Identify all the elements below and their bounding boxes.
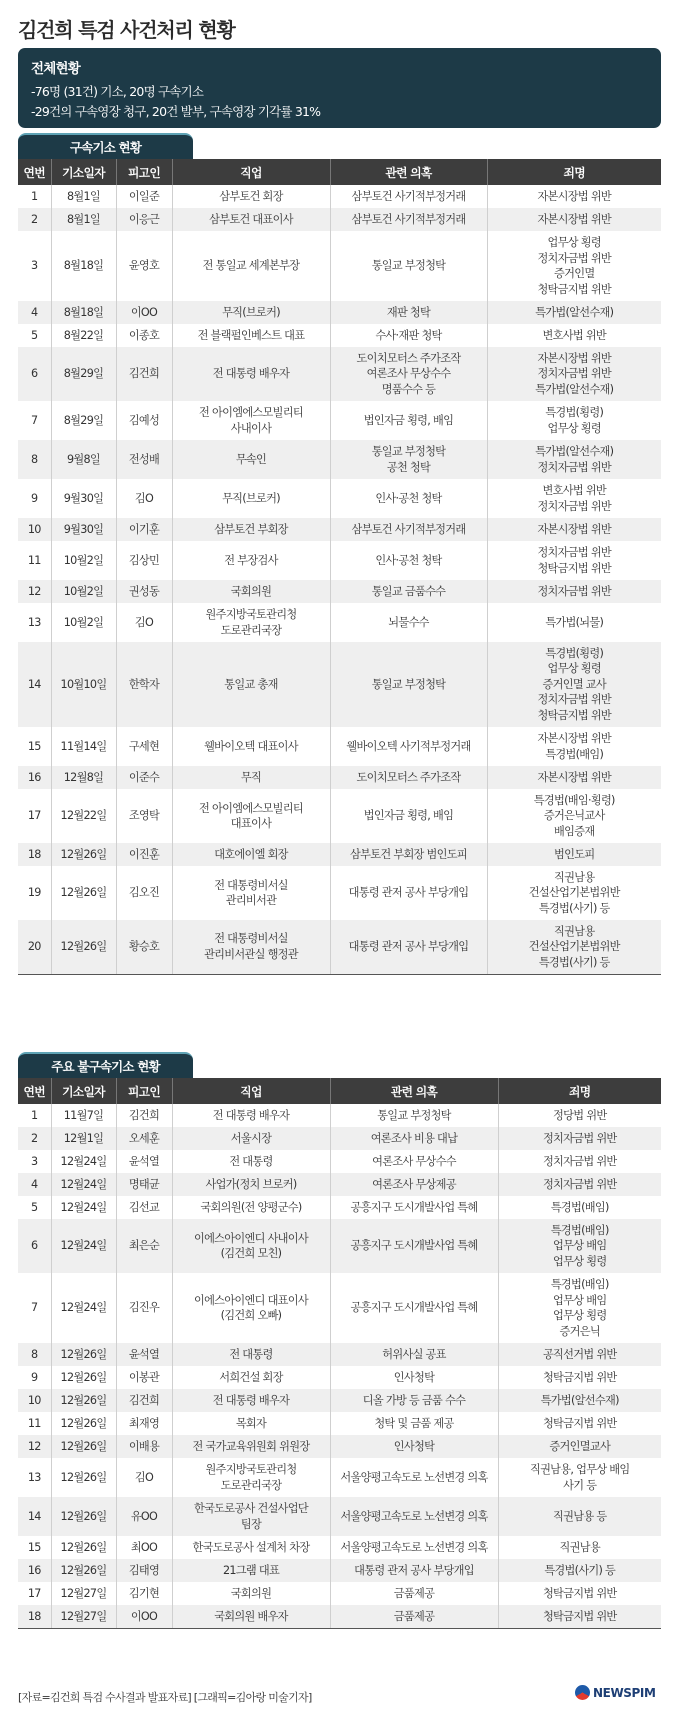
- table-row: [18, 1559, 661, 1582]
- table-row: [18, 580, 661, 603]
- cell-allegation: 뇌물수수: [330, 603, 487, 642]
- cell-defendant: 최재영: [116, 1412, 172, 1435]
- summary-line-indictments: -76명 (31건) 기소, 20명 구속기소: [31, 84, 204, 99]
- cell-charges: 정치자금법 위반: [498, 1173, 661, 1196]
- cell-charges: 직권남용 건설산업기본법위반 특경법(사기) 등: [487, 920, 661, 974]
- cell-occupation: 국회의원(전 양평군수): [172, 1196, 330, 1219]
- cell-occupation: 원주지방국토관리청 도로관리국장: [172, 1458, 330, 1497]
- column-header-allegation: 관련 의혹: [330, 159, 487, 185]
- table-row: [18, 401, 661, 440]
- table-row: [18, 1219, 661, 1273]
- cell-seq: 17: [18, 789, 51, 843]
- summary-box: [18, 48, 661, 128]
- cell-defendant: 윤석열: [116, 1150, 172, 1173]
- cell-defendant: 이종호: [116, 324, 172, 347]
- cell-occupation: 무직(브로커): [172, 301, 330, 324]
- cell-allegation: 삼부토건 사기적부정거래: [330, 518, 487, 541]
- cell-charges: 청탁금지법 위반: [498, 1605, 661, 1628]
- cell-seq: 18: [18, 843, 51, 866]
- cell-charges: 특경법(횡령) 업무상 횡령: [545, 406, 604, 435]
- cell-indictment-date: 12월26일: [51, 1389, 116, 1412]
- cell-allegation: 서울양평고속도로 노선변경 의혹: [330, 1458, 498, 1497]
- table-row: [18, 541, 661, 580]
- cell-charges: 특가법(알선수재) 정치자금법 위반: [487, 440, 661, 479]
- cell-defendant: 황승호: [116, 920, 172, 974]
- cell-defendant: 김기현: [116, 1582, 172, 1605]
- table-row: [18, 440, 661, 479]
- cell-indictment-date: 9월8일: [51, 440, 116, 479]
- table-row: [18, 920, 661, 974]
- cell-defendant: 이준수: [116, 766, 172, 789]
- cell-defendant: 김예성: [116, 401, 172, 440]
- cell-allegation: 대통령 관저 공사 부당개입: [330, 1559, 498, 1582]
- cell-seq: 16: [18, 1559, 51, 1582]
- cell-allegation: 삼부토건 사기적부정거래: [330, 185, 487, 208]
- cell-charges: 직권남용 등: [498, 1497, 661, 1536]
- cell-indictment-date: 12월27일: [51, 1582, 116, 1605]
- cell-allegation: 인사청탁: [330, 1435, 498, 1458]
- cell-indictment-date: 12월26일: [51, 1559, 116, 1582]
- cell-allegation: 통일교 부정청탁: [330, 231, 487, 301]
- cell-charges: 청탁금지법 위반: [542, 1586, 617, 1600]
- cell-seq: 4: [18, 1173, 51, 1196]
- cell-allegation: 서울양평고속도로 노선변경 의혹: [330, 1497, 498, 1536]
- column-header-charges: 죄명: [487, 159, 661, 185]
- cell-allegation: 법인자금 횡령, 배임: [330, 401, 487, 440]
- cell-occupation: 서울시장: [172, 1127, 330, 1150]
- cell-indictment-date: 12월26일: [51, 1497, 116, 1536]
- cell-defendant: 이OO: [116, 1605, 172, 1628]
- cell-occupation: 목회자: [172, 1412, 330, 1435]
- cell-charges: 정치자금법 위반: [498, 1127, 661, 1150]
- cell-seq: 11: [18, 541, 51, 580]
- table-row: [18, 301, 661, 324]
- cell-allegation: 삼부토건 사기적부정거래: [330, 208, 487, 231]
- table-header-row: [18, 159, 661, 185]
- cell-allegation: 공흥지구 도시개발사업 특혜: [330, 1196, 498, 1219]
- cell-indictment-date: 8월29일: [51, 401, 116, 440]
- cell-occupation: 원주지방국토관리청 도로관리국장: [172, 603, 330, 642]
- table-row: [18, 324, 661, 347]
- column-header-charges: 죄명: [498, 1078, 661, 1104]
- cell-allegation: 디올 가방 등 금품 수수: [330, 1389, 498, 1412]
- cell-seq: 13: [18, 603, 51, 642]
- cell-indictment-date: 12월26일: [51, 843, 116, 866]
- cell-seq: 8: [18, 440, 51, 479]
- cell-defendant: 김태영: [116, 1559, 172, 1582]
- detained-indictment-table: [18, 159, 661, 975]
- cell-occupation: 한국도로공사 설계처 차장: [172, 1536, 330, 1559]
- cell-defendant: 전성배: [116, 440, 172, 479]
- cell-defendant: 최OO: [116, 1536, 172, 1559]
- cell-charges: 정치자금법 위반 청탁금지법 위반: [537, 546, 612, 575]
- cell-seq: 10: [18, 1389, 51, 1412]
- cell-occupation: 21그램 대표: [172, 1559, 330, 1582]
- cell-occupation: 전 대통령비서실 관리비서관: [172, 866, 330, 920]
- cell-indictment-date: 10월2일: [51, 580, 116, 603]
- cell-indictment-date: 8월18일: [51, 231, 116, 301]
- cell-defendant: 김O: [116, 1458, 172, 1497]
- cell-occupation: 사업가(정치 브로커): [172, 1173, 330, 1196]
- table-row: [18, 603, 661, 642]
- cell-charges: 증거인멸교사: [498, 1435, 661, 1458]
- cell-defendant: 이봉관: [116, 1366, 172, 1389]
- cell-indictment-date: 8월29일: [51, 347, 116, 401]
- cell-defendant: 이응근: [116, 208, 172, 231]
- cell-seq: 6: [18, 1219, 51, 1273]
- cell-occupation: 전 부장검사: [172, 541, 330, 580]
- cell-seq: 12: [18, 1435, 51, 1458]
- table-row: [18, 1127, 661, 1150]
- table-row: [18, 1605, 661, 1628]
- cell-allegation: 통일교 금품수수: [330, 580, 487, 603]
- cell-occupation: 국회의원 배우자: [172, 1605, 330, 1628]
- cell-indictment-date: 12월26일: [51, 1536, 116, 1559]
- non-detained-indictment-table: [18, 1078, 661, 1629]
- cell-occupation: 이에스아이엔디 대표이사 (김건희 오빠): [172, 1273, 330, 1343]
- cell-indictment-date: 9월30일: [51, 518, 116, 541]
- cell-indictment-date: 10월2일: [51, 603, 116, 642]
- cell-charges: 직권남용 건설산업기본법위반 특경법(사기) 등: [528, 870, 620, 915]
- table-row: [18, 231, 661, 301]
- table-row: [18, 1497, 661, 1536]
- cell-charges: 특경법(사기) 등: [498, 1559, 661, 1582]
- cell-defendant: 김건희: [116, 1389, 172, 1412]
- cell-occupation: 전 대통령 배우자: [172, 347, 330, 401]
- cell-allegation: 인사청탁: [330, 1366, 498, 1389]
- cell-seq: 5: [18, 324, 51, 347]
- column-header-indictment-date: 기소일자: [51, 159, 116, 185]
- cell-defendant: 이기훈: [116, 518, 172, 541]
- cell-allegation: 서울양평고속도로 노선변경 의혹: [330, 1536, 498, 1559]
- summary-heading: 전체현황: [31, 61, 80, 77]
- cell-charges: 특가법(알선수재): [498, 1389, 661, 1412]
- cell-defendant: 명태균: [116, 1173, 172, 1196]
- cell-charges: 자본시장법 위반: [537, 189, 612, 203]
- cell-seq: 13: [18, 1458, 51, 1497]
- table-row: [18, 1150, 661, 1173]
- cell-indictment-date: 12월24일: [51, 1273, 116, 1343]
- cell-indictment-date: 8월22일: [51, 324, 116, 347]
- cell-defendant: 구세현: [116, 727, 172, 766]
- cell-charges: 자본시장법 위반 정치자금법 위반 특가법(알선수재): [487, 347, 661, 401]
- cell-indictment-date: 12월26일: [51, 1412, 116, 1435]
- cell-occupation: 한국도로공사 건설사업단 팀장: [172, 1497, 330, 1536]
- cell-seq: 17: [18, 1582, 51, 1605]
- cell-indictment-date: 11월14일: [51, 727, 116, 766]
- cell-seq: 1: [18, 185, 51, 208]
- cell-occupation: 웰바이오텍 대표이사: [172, 727, 330, 766]
- cell-occupation: 무직: [172, 766, 330, 789]
- cell-defendant: 윤영호: [116, 231, 172, 301]
- cell-occupation: 전 대통령: [172, 1343, 330, 1366]
- source-credit: [자료=김건희 특검 수사결과 발표자료] [그래픽=김아랑 미술기자]: [18, 1691, 312, 1704]
- cell-allegation: 대통령 관저 공사 부당개입: [330, 920, 487, 974]
- cell-charges: 특가법(뇌물): [545, 615, 604, 629]
- cell-allegation: 통일교 부정청탁 공천 청탁: [330, 440, 487, 479]
- cell-allegation: 재판 청탁: [330, 301, 487, 324]
- cell-charges: 직권남용, 업무상 배임 사기 등: [529, 1463, 630, 1492]
- cell-occupation: 전 대통령비서실 관리비서관실 행정관: [172, 920, 330, 974]
- table-row: [18, 642, 661, 727]
- table-row: [18, 1536, 661, 1559]
- cell-occupation: 전 대통령 배우자: [172, 1389, 330, 1412]
- cell-occupation: 삼부토건 대표이사: [172, 208, 330, 231]
- table-row: [18, 1582, 661, 1605]
- table-row: [18, 1389, 661, 1412]
- cell-defendant: 이배용: [116, 1435, 172, 1458]
- cell-allegation: 통일교 부정청탁: [330, 642, 487, 727]
- cell-seq: 16: [18, 766, 51, 789]
- cell-charges: 자본시장법 위반: [487, 208, 661, 231]
- cell-charges: 특가법(알선수재): [487, 301, 661, 324]
- cell-seq: 8: [18, 1343, 51, 1366]
- table-row: [18, 1343, 661, 1366]
- cell-seq: 7: [18, 1273, 51, 1343]
- cell-occupation: 대호에이엘 회장: [172, 843, 330, 866]
- table-row: [18, 789, 661, 843]
- cell-seq: 10: [18, 518, 51, 541]
- cell-allegation: 대통령 관저 공사 부당개입: [330, 866, 487, 920]
- table-row: [18, 518, 661, 541]
- cell-occupation: 무속인: [172, 440, 330, 479]
- cell-seq: 15: [18, 727, 51, 766]
- cell-indictment-date: 11월7일: [51, 1104, 116, 1127]
- cell-charges: 자본시장법 위반: [487, 518, 661, 541]
- cell-indictment-date: 12월24일: [51, 1219, 116, 1273]
- cell-occupation: 전 블랙펄인베스트 대표: [172, 324, 330, 347]
- cell-charges: 직권남용: [559, 1540, 600, 1554]
- cell-defendant: 김오진: [116, 866, 172, 920]
- cell-defendant: 유OO: [116, 1497, 172, 1536]
- cell-charges: 변호사법 위반 정치자금법 위반: [537, 484, 612, 513]
- table-row: [18, 766, 661, 789]
- cell-seq: 1: [18, 1104, 51, 1127]
- column-header-indictment-date: 기소일자: [51, 1078, 116, 1104]
- table-row: [18, 727, 661, 766]
- cell-indictment-date: 10월2일: [51, 541, 116, 580]
- cell-charges: 변호사법 위반: [542, 328, 606, 342]
- cell-allegation: 금품제공: [330, 1605, 498, 1628]
- cell-charges: 범인도피: [487, 843, 661, 866]
- table-row: [18, 1173, 661, 1196]
- summary-line-warrants: -29건의 구속영장 청구, 20건 발부, 구속영장 기각률 31%: [31, 104, 321, 119]
- cell-charges: 업무상 횡령 정치자금법 위반 증거인멸 청탁금지법 위반: [537, 236, 612, 296]
- cell-charges: 특경법(배임) 업무상 배임 업무상 횡령 증거은닉: [550, 1278, 609, 1338]
- cell-indictment-date: 9월30일: [51, 479, 116, 518]
- page-title: 김건희 특검 사건처리 현황: [18, 18, 235, 42]
- cell-indictment-date: 12월24일: [51, 1150, 116, 1173]
- cell-allegation: 도이치모터스 주가조작 여론조사 무상수수 명품수수 등: [330, 347, 487, 401]
- cell-defendant: 최은순: [116, 1219, 172, 1273]
- cell-defendant: 김상민: [116, 541, 172, 580]
- cell-allegation: 여론조사 무상수수: [330, 1150, 498, 1173]
- table-header-row: [18, 1078, 661, 1104]
- cell-indictment-date: 8월18일: [51, 301, 116, 324]
- cell-charges: 청탁금지법 위반: [542, 1416, 617, 1430]
- cell-seq: 18: [18, 1605, 51, 1628]
- cell-seq: 7: [18, 401, 51, 440]
- cell-charges: 자본시장법 위반: [487, 766, 661, 789]
- cell-defendant: 오세훈: [116, 1127, 172, 1150]
- cell-indictment-date: 8월1일: [51, 185, 116, 208]
- cell-allegation: 인사·공천 청탁: [330, 479, 487, 518]
- cell-seq: 9: [18, 1366, 51, 1389]
- cell-seq: 12: [18, 580, 51, 603]
- newspim-logo: [575, 1685, 656, 1700]
- cell-seq: 6: [18, 347, 51, 401]
- cell-allegation: 도이치모터스 주가조작: [330, 766, 487, 789]
- newspim-logo-text: NEWSPIM: [593, 1685, 656, 1700]
- cell-indictment-date: 8월1일: [51, 208, 116, 231]
- section-tab-detained: 구속기소 현황: [18, 133, 193, 159]
- cell-seq: 4: [18, 301, 51, 324]
- cell-allegation: 공흥지구 도시개발사업 특혜: [330, 1273, 498, 1343]
- cell-seq: 14: [18, 1497, 51, 1536]
- cell-indictment-date: 12월26일: [51, 1435, 116, 1458]
- cell-occupation: 전 국가교육위원회 위원장: [172, 1435, 330, 1458]
- cell-seq: 15: [18, 1536, 51, 1559]
- column-header-seq: 연번: [18, 1078, 51, 1104]
- cell-defendant: 김건희: [116, 347, 172, 401]
- cell-defendant: 김O: [116, 603, 172, 642]
- cell-indictment-date: 12월26일: [51, 1366, 116, 1389]
- cell-defendant: 이OO: [116, 301, 172, 324]
- cell-indictment-date: 12월26일: [51, 1458, 116, 1497]
- table-row: [18, 1412, 661, 1435]
- cell-defendant: 이일준: [116, 185, 172, 208]
- cell-indictment-date: 12월24일: [51, 1196, 116, 1219]
- section-tab-non-detained: 주요 불구속기소 현황: [18, 1052, 193, 1078]
- table-row: [18, 208, 661, 231]
- cell-indictment-date: 12월26일: [51, 1343, 116, 1366]
- cell-indictment-date: 12월8일: [51, 766, 116, 789]
- cell-allegation: 법인자금 횡령, 배임: [330, 789, 487, 843]
- cell-defendant: 이진훈: [116, 843, 172, 866]
- cell-seq: 20: [18, 920, 51, 974]
- cell-seq: 5: [18, 1196, 51, 1219]
- cell-charges: 공직선거법 위반: [498, 1343, 661, 1366]
- cell-indictment-date: 12월22일: [51, 789, 116, 843]
- cell-charges: 특경법(배임·횡령) 증거은닉교사 배임증재: [533, 793, 615, 838]
- cell-charges: 특경법(배임) 업무상 배임 업무상 횡령: [498, 1219, 661, 1273]
- cell-seq: 2: [18, 208, 51, 231]
- table-row: [18, 1196, 661, 1219]
- table-row: [18, 1435, 661, 1458]
- cell-occupation: 통일교 총재: [172, 642, 330, 727]
- cell-allegation: 통일교 부정청탁: [330, 1104, 498, 1127]
- cell-seq: 3: [18, 1150, 51, 1173]
- cell-indictment-date: 12월26일: [51, 920, 116, 974]
- cell-occupation: 전 통일교 세계본부장: [172, 231, 330, 301]
- cell-allegation: 삼부토건 부회장 범인도피: [330, 843, 487, 866]
- cell-allegation: 여론조사 비용 대납: [330, 1127, 498, 1150]
- column-header-occupation: 직업: [172, 1078, 330, 1104]
- cell-seq: 3: [18, 231, 51, 301]
- cell-occupation: 삼부토건 부회장: [172, 518, 330, 541]
- cell-indictment-date: 12월26일: [51, 866, 116, 920]
- cell-occupation: 국회의원: [172, 580, 330, 603]
- cell-seq: 11: [18, 1412, 51, 1435]
- table-row: [18, 1104, 661, 1127]
- cell-allegation: 금품제공: [330, 1582, 498, 1605]
- cell-allegation: 허위사실 공표: [330, 1343, 498, 1366]
- cell-occupation: 이에스아이엔디 사내이사 (김건희 모친): [172, 1219, 330, 1273]
- cell-allegation: 수사·재판 청탁: [330, 324, 487, 347]
- cell-charges: 특경법(횡령) 업무상 횡령 증거인멸 교사 정치자금법 위반 청탁금지법 위반: [487, 642, 661, 727]
- cell-seq: 9: [18, 479, 51, 518]
- newspim-logo-icon: [575, 1685, 590, 1700]
- cell-allegation: 인사·공천 청탁: [330, 541, 487, 580]
- cell-occupation: 서희건설 회장: [172, 1366, 330, 1389]
- table-row: [18, 479, 661, 518]
- table-row: [18, 185, 661, 208]
- column-header-occupation: 직업: [172, 159, 330, 185]
- cell-seq: 14: [18, 642, 51, 727]
- cell-indictment-date: 12월27일: [51, 1605, 116, 1628]
- table-row: [18, 1273, 661, 1343]
- cell-occupation: 전 대통령: [172, 1150, 330, 1173]
- column-header-defendant: 피고인: [116, 1078, 172, 1104]
- cell-charges: 정치자금법 위반: [542, 1154, 617, 1168]
- cell-defendant: 조영탁: [116, 789, 172, 843]
- cell-charges: 자본시장법 위반 특경법(배임): [537, 732, 612, 761]
- cell-charges: 특경법(배임): [550, 1200, 609, 1214]
- cell-defendant: 권성동: [116, 580, 172, 603]
- cell-allegation: 청탁 및 금품 제공: [330, 1412, 498, 1435]
- column-header-seq: 연번: [18, 159, 51, 185]
- cell-occupation: 전 아이엠에스모빌리티 대표이사: [172, 789, 330, 843]
- cell-occupation: 국회의원: [172, 1582, 330, 1605]
- cell-occupation: 전 아이엠에스모빌리티 사내이사: [172, 401, 330, 440]
- cell-defendant: 김진우: [116, 1273, 172, 1343]
- cell-indictment-date: 12월24일: [51, 1173, 116, 1196]
- cell-occupation: 무직(브로커): [172, 479, 330, 518]
- cell-defendant: 윤석열: [116, 1343, 172, 1366]
- cell-charges: 정당법 위반: [553, 1108, 607, 1122]
- cell-defendant: 김건희: [116, 1104, 172, 1127]
- table-row: [18, 1458, 661, 1497]
- column-header-defendant: 피고인: [116, 159, 172, 185]
- cell-charges: 정치자금법 위반: [487, 580, 661, 603]
- cell-defendant: 김O: [116, 479, 172, 518]
- table-row: [18, 347, 661, 401]
- cell-defendant: 한학자: [116, 642, 172, 727]
- cell-allegation: 여론조사 무상제공: [330, 1173, 498, 1196]
- cell-seq: 2: [18, 1127, 51, 1150]
- cell-seq: 19: [18, 866, 51, 920]
- cell-charges: 청탁금지법 위반: [542, 1370, 617, 1384]
- cell-defendant: 김선교: [116, 1196, 172, 1219]
- column-header-allegation: 관련 의혹: [330, 1078, 498, 1104]
- cell-indictment-date: 10월10일: [51, 642, 116, 727]
- table-row: [18, 1366, 661, 1389]
- table-row: [18, 843, 661, 866]
- cell-indictment-date: 12월1일: [51, 1127, 116, 1150]
- cell-occupation: 전 대통령 배우자: [172, 1104, 330, 1127]
- table-row: [18, 866, 661, 920]
- cell-occupation: 삼부토건 회장: [172, 185, 330, 208]
- cell-allegation: 공흥지구 도시개발사업 특혜: [330, 1219, 498, 1273]
- cell-allegation: 웰바이오텍 사기적부정거래: [330, 727, 487, 766]
